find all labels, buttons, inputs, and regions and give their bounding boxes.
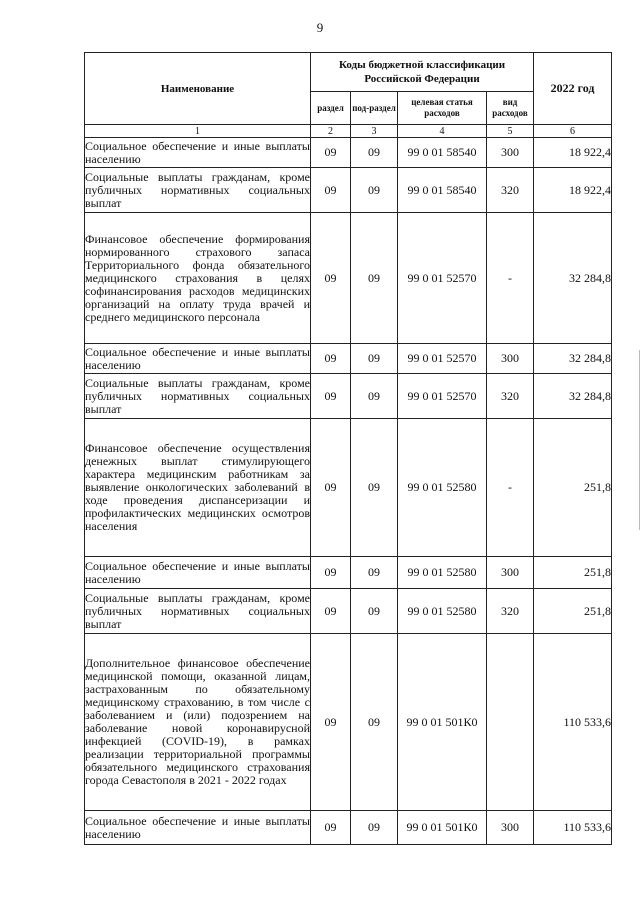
- row-subsection: 09: [351, 589, 398, 634]
- row-target-item: 99 0 01 58540: [398, 168, 487, 213]
- header-budget-codes: Коды бюджетной классификации Российской Федерации: [311, 53, 534, 92]
- row-target-item: 99 0 01 52580: [398, 589, 487, 634]
- table-row: [85, 213, 612, 344]
- row-name: Дополнительное финансовое обеспечение медицинской помощи, оказанной лицам, застрахованным по обязательному медицинскому страхованию, в том числе с заболеванием и (или) подозрением на заболевание новой коронавирусной инфекцией (COVID-19), в рамках реализации территориальной программы обязательного медицинского страхования города Севастополя в 2021 - 2022 годах: [85, 634, 311, 811]
- row-subsection: 09: [351, 557, 398, 589]
- budget-table: [84, 52, 612, 845]
- column-number: 3: [351, 125, 398, 138]
- table-row: [85, 634, 612, 811]
- table-row: [85, 344, 612, 374]
- header-expense-type: вид расходов: [487, 92, 534, 125]
- row-name: Социальные выплаты гражданам, кроме публичных нормативных социальных выплат: [85, 589, 311, 634]
- row-name: Социальное обеспечение и иные выплаты населению: [85, 344, 310, 372]
- table-row: [85, 811, 612, 845]
- row-target-item: 99 0 01 52570: [398, 213, 487, 344]
- row-subsection: 09: [351, 811, 398, 845]
- row-expense-type: -: [487, 419, 534, 557]
- column-number: 1: [85, 125, 311, 138]
- row-subsection: 09: [351, 634, 398, 811]
- row-section: 09: [311, 419, 351, 557]
- header-name: Наименование: [85, 53, 311, 125]
- row-target-item: 99 0 01 52580: [398, 557, 487, 589]
- row-subsection: 09: [351, 213, 398, 344]
- row-section: 09: [311, 168, 351, 213]
- row-amount: 18 922,4: [534, 138, 612, 168]
- header-section: раздел: [311, 92, 351, 125]
- row-section: 09: [311, 213, 351, 344]
- row-target-item: 99 0 01 52580: [398, 419, 487, 557]
- row-expense-type: 320: [487, 374, 534, 419]
- row-amount: 32 284,8: [534, 213, 612, 344]
- column-number-row: [85, 125, 612, 138]
- row-expense-type: [487, 634, 534, 811]
- row-section: 09: [311, 374, 351, 419]
- row-expense-type: 320: [487, 168, 534, 213]
- row-target-item: 99 0 01 58540: [398, 138, 487, 168]
- row-amount: 251,8: [534, 557, 612, 589]
- row-section: 09: [311, 344, 351, 374]
- row-amount: 251,8: [534, 419, 612, 557]
- header-subsection: под-раздел: [351, 92, 398, 125]
- row-subsection: 09: [351, 344, 398, 374]
- column-number: 2: [311, 125, 351, 138]
- header-target-item: целевая статья расходов: [398, 92, 487, 125]
- row-name: Финансовое обеспечение осуществления денежных выплат стимулирующего характера медицинским работникам за выявление онкологических заболеваний в ходе проведения диспансеризации и профилактических медицинских осмотров населения: [85, 419, 311, 557]
- row-section: 09: [311, 557, 351, 589]
- row-name: Финансовое обеспечение формирования нормированного страхового запаса Территориального фонда обязательного медицинского страхования в целях софинансирования расходов медицинских организаций на оплату труда врачей и среднего медицинского персонала: [85, 213, 311, 344]
- row-target-item: 99 0 01 52570: [398, 374, 487, 419]
- row-name: Социальные выплаты гражданам, кроме публичных нормативных социальных выплат: [85, 168, 311, 213]
- table-row: [85, 557, 612, 589]
- table-row: [85, 419, 612, 557]
- row-target-item: 99 0 01 501К0: [398, 811, 487, 845]
- row-subsection: 09: [351, 138, 398, 168]
- column-number: 6: [534, 125, 612, 138]
- table-row: [85, 374, 612, 419]
- page-number: 9: [316, 20, 324, 35]
- table-row: [85, 589, 612, 634]
- table-row: [85, 138, 612, 168]
- row-expense-type: 300: [487, 557, 534, 589]
- row-amount: 32 284,8: [534, 374, 612, 419]
- row-name: Социальное обеспечение и иные выплаты населению: [85, 557, 311, 589]
- row-amount: 18 922,4: [534, 168, 612, 213]
- column-number: 5: [487, 125, 534, 138]
- row-expense-type: 320: [487, 589, 534, 634]
- row-amount: 110 533,6: [534, 634, 612, 811]
- row-expense-type: -: [487, 213, 534, 344]
- row-amount: 251,8: [534, 589, 612, 634]
- row-expense-type: 300: [487, 811, 534, 845]
- row-amount: 110 533,6: [534, 811, 612, 845]
- row-subsection: 09: [351, 419, 398, 557]
- row-section: 09: [311, 811, 351, 845]
- row-target-item: 99 0 01 501К0: [398, 634, 487, 811]
- row-name: Социальное обеспечение и иные выплаты населению: [85, 138, 310, 166]
- column-number: 4: [398, 125, 487, 138]
- row-target-item: 99 0 01 52570: [398, 344, 487, 374]
- row-subsection: 09: [351, 168, 398, 213]
- row-subsection: 09: [351, 374, 398, 419]
- table-row: [85, 168, 612, 213]
- row-amount: 32 284,8: [534, 344, 612, 374]
- row-expense-type: 300: [487, 344, 534, 374]
- row-section: 09: [311, 138, 351, 168]
- row-section: 09: [311, 634, 351, 811]
- row-expense-type: 300: [487, 138, 534, 168]
- header-year: 2022 год: [534, 53, 612, 125]
- row-section: 09: [311, 589, 351, 634]
- row-name: Социальные выплаты гражданам, кроме публичных нормативных социальных выплат: [85, 374, 311, 419]
- row-name: Социальное обеспечение и иные выплаты населению: [85, 811, 311, 845]
